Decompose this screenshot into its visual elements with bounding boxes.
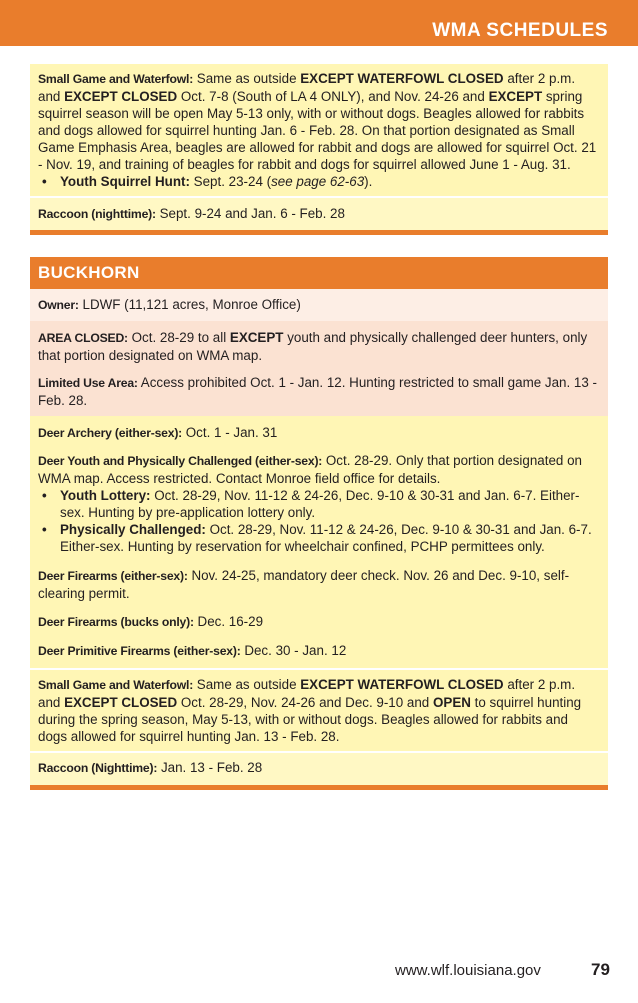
youth-lottery-bullet: • Youth Lottery: Oct. 28-29, Nov. 11-12 & 24-26, Dec. 9-10 & 30-31 and Jan. 6-7. Either-sex. Hunting by pre-application lottery only. xyxy=(42,488,580,520)
footer-website: www.wlf.louisiana.gov xyxy=(395,962,541,979)
small-game-entry: Small Game and Waterfowl: Same as outside EXCEPT WATERFOWL CLOSED after 2 p.m. and EXCEPT CLOSED Oct. 7-8 (South of LA 4 ONLY), and Nov. 24-26 and EXCEPT spring squirrel season will be open May 5-13 only, with or without dogs. Beagles allowed for rabbits and dogs allowed for squirrel hunting Jan. 6 - Feb. 28. On that portion designated as Small Game Emphasis Area, beagles are allowed for rabbit and dogs are allowed for squirrel Oct. 21 - Nov. 19, and training of beagles for rabbit and dogs for squirrel allowed June 1 - Aug. 31. • Youth Squirrel Hunt: Sept. 23-24 (see page 62-63). xyxy=(30,64,608,196)
page-section-title: WMA SCHEDULES xyxy=(432,20,608,41)
deer-youth-entry: Deer Youth and Physically Challenged (either-sex): Oct. 28-29. Only that portion designated on WMA map. Access restricted. Contact Monroe field office for details. • Youth Lottery: Oct. 28-29, Nov. 11-12 & 24-26, Dec. 9-10 & 30-31 and Jan. 6-7. Either-sex. Hunting by pre-application lottery only. • Physically Challenged: Oct. 28-29, Nov. 11-12 & 24-26, Dec. 9-10 & 30-31 and Jan. 6-7. Either-sex. Hunting by reservation for wheelchair confined, PCHP permittees only. xyxy=(30,447,608,561)
section-title: BUCKHORN xyxy=(30,257,608,289)
owner-entry: Owner: LDWF (11,121 acres, Monroe Office) xyxy=(30,289,608,321)
bullet-icon: • xyxy=(42,488,47,503)
bullet-icon: • xyxy=(42,174,47,189)
bullet-icon: • xyxy=(42,522,47,537)
area-closed-entry: AREA CLOSED: Oct. 28-29 to all EXCEPT youth and physically challenged deer hunters, only that portion designated on WMA map. xyxy=(30,321,608,370)
page-number: 79 xyxy=(591,960,610,979)
youth-squirrel-bullet: • Youth Squirrel Hunt: Sept. 23-24 (see page 62-63). xyxy=(42,174,373,189)
section-end-rule xyxy=(30,230,608,235)
raccoon-entry: Raccoon (nighttime): Sept. 9-24 and Jan. 6 - Feb. 28 xyxy=(30,198,608,230)
physically-challenged-bullet: • Physically Challenged: Oct. 28-29, Nov. 11-12 & 24-26, Dec. 9-10 & 30-31 and Jan. 6-7. Either-sex. Hunting by reservation for wheelchair confined, PCHP permittees only. xyxy=(42,522,592,554)
header-bar xyxy=(0,0,638,46)
deer-primitive-entry: Deer Primitive Firearms (either-sex): Dec. 30 - Jan. 12 xyxy=(30,637,608,668)
deer-firearms-bucks-entry: Deer Firearms (bucks only): Dec. 16-29 xyxy=(30,608,608,637)
deer-firearms-either-entry: Deer Firearms (either-sex): Nov. 24-25, mandatory deer check. Nov. 26 and Dec. 9-10, self-clearing permit. xyxy=(30,561,608,608)
limited-use-entry: Limited Use Area: Access prohibited Oct. 1 - Jan. 12. Hunting restricted to small game Jan. 13 - Feb. 28. xyxy=(30,370,608,416)
deer-archery-entry: Deer Archery (either-sex): Oct. 1 - Jan. 31 xyxy=(30,416,608,447)
raccoon-entry: Raccoon (Nighttime): Jan. 13 - Feb. 28 xyxy=(30,753,608,785)
buckhorn-section xyxy=(30,257,608,790)
previous-wma-block xyxy=(30,64,608,235)
small-game-entry: Small Game and Waterfowl: Same as outside EXCEPT WATERFOWL CLOSED after 2 p.m. and EXCEPT CLOSED Oct. 28-29, Nov. 24-26 and Dec. 9-10 and OPEN to squirrel hunting during the spring season, May 5-13, with or without dogs. Beagles allowed for rabbits and dogs allowed for squirrel hunting Jan. 13 - Feb. 28. xyxy=(30,670,608,751)
section-end-rule xyxy=(30,785,608,790)
